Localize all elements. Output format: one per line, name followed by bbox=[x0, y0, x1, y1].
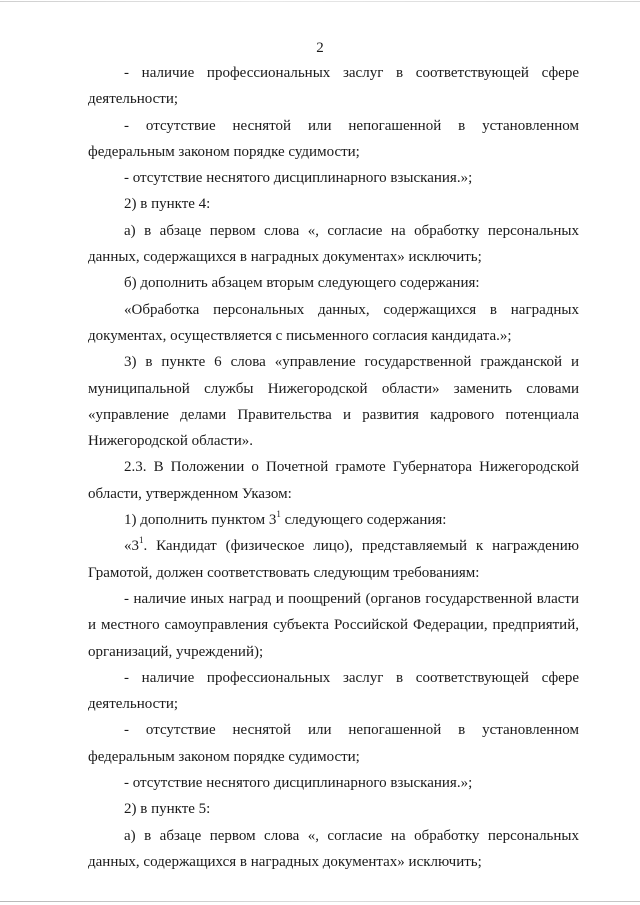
paragraph-item-4: 2) в пункте 4: bbox=[124, 196, 211, 213]
paragraph-item-4b: б) дополнить абзацем вторым следующего содержания: bbox=[124, 275, 480, 292]
superscript: 1 bbox=[276, 509, 281, 520]
superscript: 1 bbox=[139, 535, 144, 546]
paragraph-item-3-1-text bbox=[88, 533, 579, 586]
paragraph-data-processing: «Обработка персональных данных, содержащихся в наградных документах, осуществляется с письменного согласия кандидата.»; bbox=[88, 301, 579, 344]
paragraph-merit-2: - наличие профессиональных заслуг в соответствующей сфере деятельности; bbox=[88, 669, 579, 713]
paragraph-no-penalty-2: - отсутствие неснятого дисциплинарного взыскания.»; bbox=[124, 775, 473, 792]
text-part: «3 bbox=[124, 538, 139, 555]
paragraph-add-item-3-1 bbox=[88, 507, 579, 533]
text-part: . Кандидат (физическое лицо), представляемый к награждению Грамотой, должен соответствовать следующим требованиям: bbox=[88, 538, 579, 581]
paragraph-item-5: 2) в пункте 5: bbox=[124, 801, 211, 818]
paragraph-merit: - наличие профессиональных заслуг в соответствующей сфере деятельности; bbox=[88, 65, 579, 108]
paragraph-section-2-3: 2.3. В Положении о Почетной грамоте Губернатора Нижегородской области, утвержденном Указом: bbox=[88, 459, 579, 502]
paragraph-no-conviction: - отсутствие неснятой или непогашенной в установленном федеральным законом порядке судимости; bbox=[88, 117, 579, 160]
paragraph-item-6: 3) в пункте 6 слова «управление государственной гражданской и муниципальной службы Нижегородской области» заменить словами «управление делами Правительства и развития кадрового потенциала Нижегородской области». bbox=[88, 354, 579, 450]
page-number: 2 bbox=[316, 40, 324, 56]
paragraph-item-5a: а) в абзаце первом слова «, согласие на обработку персональных данных, содержащихся в наградных документах» исключить; bbox=[88, 827, 579, 870]
document-body bbox=[88, 60, 579, 875]
paragraph-no-conviction-2: - отсутствие неснятой или непогашенной в установленном федеральным законом порядке судимости; bbox=[88, 722, 579, 765]
text-part: 1) дополнить пунктом 3 bbox=[124, 512, 277, 529]
paragraph-item-4a: а) в абзаце первом слова «, согласие на обработку персональных данных, содержащихся в наградных документах» исключить; bbox=[88, 222, 579, 266]
scan-edge-bottom bbox=[0, 901, 640, 902]
scan-edge-top bbox=[0, 1, 640, 2]
text-part: следующего содержания: bbox=[280, 512, 447, 529]
paragraph-no-penalty: - отсутствие неснятого дисциплинарного взыскания.»; bbox=[124, 170, 473, 187]
paragraph-other-awards: - наличие иных наград и поощрений (органов государственной власти и местного самоуправления субъекта Российской Федерации, предприятий, организаций, учреждений); bbox=[88, 590, 579, 660]
